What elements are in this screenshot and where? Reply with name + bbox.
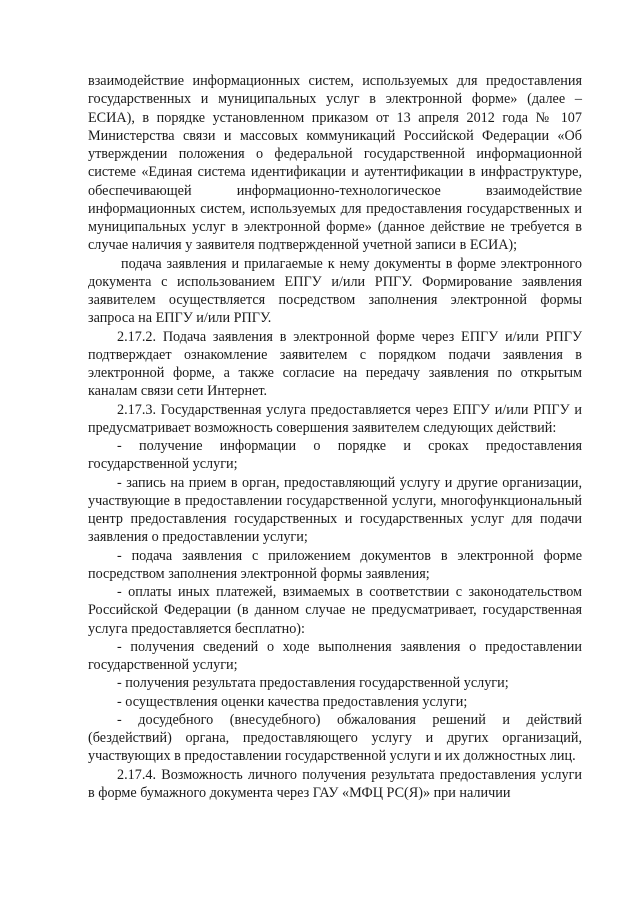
document-page: [88, 72, 582, 802]
paragraph-application-submission: подача заявления и прилагаемые к нему документы в форме электронного документа с использованием ЕПГУ и/или РПГУ. Формирование заявления заявителем осуществляется посредством заполнения электронной формы запроса на ЕПГУ и/или РПГУ.: [88, 255, 582, 327]
list-item-result: - получения результата предоставления государственной услуги;: [117, 675, 509, 692]
list-item-quality: - осуществления оценки качества предоставления услуги;: [117, 693, 468, 710]
paragraph-2-17-2: 2.17.2. Подача заявления в электронной форме через ЕПГУ и/или РПГУ подтверждает ознакомление заявителем с порядком подачи заявления в электронной форме, а также согласие на передачу заявления по открытым каналам связи сети Интернет.: [88, 328, 582, 400]
paragraph-2-17-4: 2.17.4. Возможность личного получения результата предоставления услуги в форме бумажного документа через ГАУ «МФЦ РС(Я)» при наличии: [88, 766, 582, 801]
paragraph-esia-description: взаимодействие информационных систем, используемых для предоставления государственных и муниципальных услуг в электронной форме» (далее – ЕСИА), в порядке установленном приказом от 13 апреля 2012 года № 107 Министерства связи и массовых коммуникаций Российской Федерации «Об утверждении положения о федеральной государственной информационной системе «Единая система идентификации и аутентификации в инфраструктуре, обеспечивающей информационно-технологическое взаимодействие информационных систем, используемых для предоставления государственных и муниципальных услуг в электронной форме» (данное действие не требуется в случае наличия у заявителя подтвержденной учетной записи в ЕСИА);: [88, 73, 582, 254]
list-item-status: - получения сведений о ходе выполнения заявления о предоставлении государственной услуги;: [88, 638, 582, 673]
list-item-appointment: - запись на прием в орган, предоставляющий услугу и другие организации, участвующие в предоставлении государственной услуги, многофункциональный центр предоставления государственных и государственных услуг для подачи заявления о предоставлении услуги;: [88, 474, 582, 546]
list-item-submission: - подача заявления с приложением документов в электронной форме посредством заполнения электронной формы заявления;: [88, 547, 582, 582]
list-item-payments: - оплаты иных платежей, взимаемых в соответствии с законодательством Российской Федерации (в данном случае не предусматривает, государственная услуга предоставляется бесплатно):: [88, 584, 582, 637]
paragraph-2-17-3: 2.17.3. Государственная услуга предоставляется через ЕПГУ и/или РПГУ и предусматривает возможность совершения заявителем следующих действий:: [88, 401, 582, 436]
list-item-info: - получение информации о порядке и сроках предоставления государственной услуги;: [88, 438, 582, 473]
list-item-appeal: - досудебного (внесудебного) обжалования решений и действий (бездействий) органа, предоставляющего услугу и других организаций, участвующих в предоставлении государственной услуги и их должностных лиц.: [88, 711, 582, 765]
